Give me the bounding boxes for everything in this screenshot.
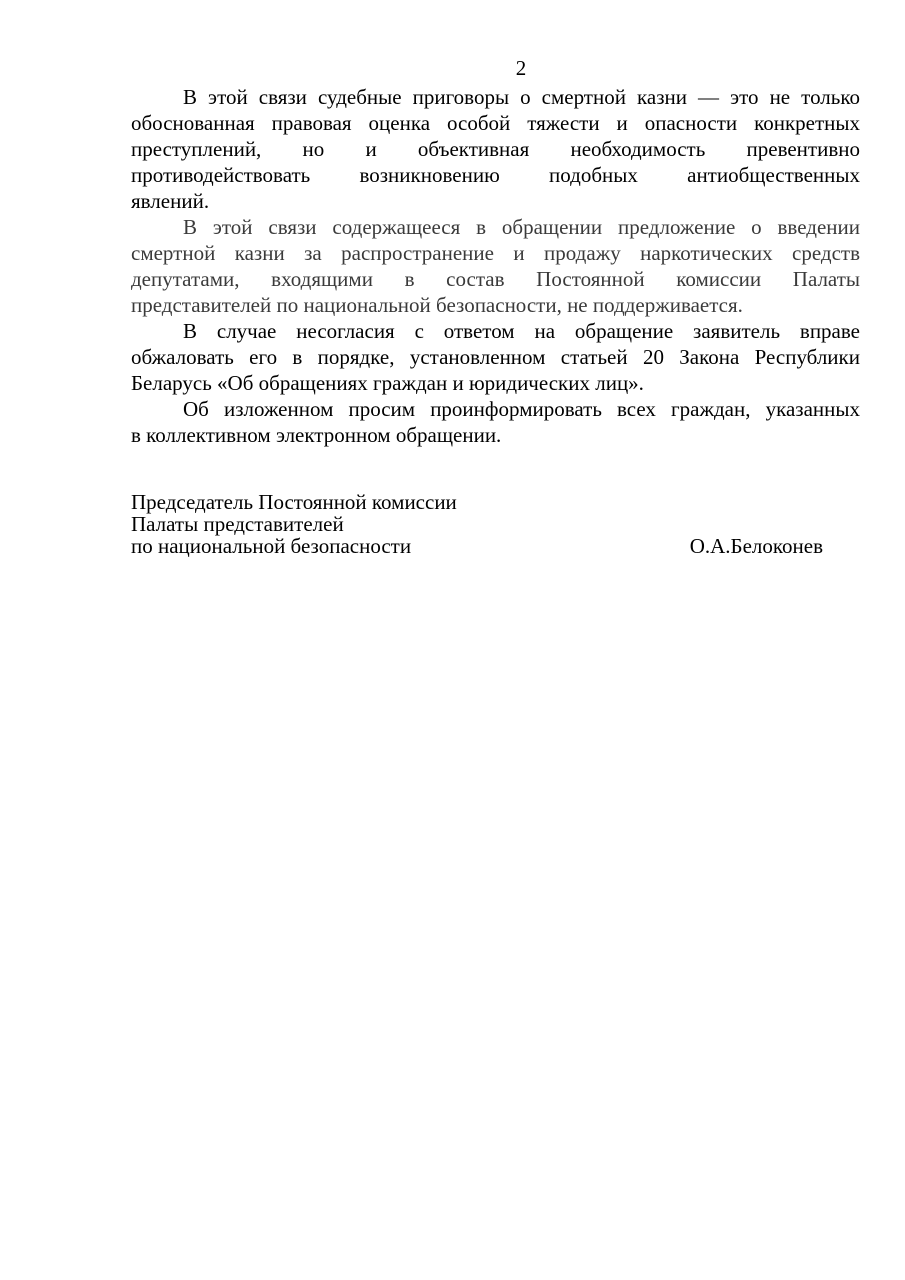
paragraph-2 bbox=[131, 214, 860, 318]
page-number: 2 bbox=[515, 56, 527, 80]
text-line: обоснованная правовая оценка особой тяжести и опасности конкретных bbox=[131, 111, 860, 135]
text-line: противодействовать возникновению подобных антиобщественных bbox=[131, 163, 860, 187]
text-line: Беларусь «Об обращениях граждан и юридических лиц». bbox=[131, 371, 644, 395]
signature-block bbox=[131, 491, 823, 557]
signatory-name: О.А.Белоконев bbox=[689, 534, 823, 558]
text-line: В случае несогласия с ответом на обращение заявитель вправе bbox=[183, 319, 860, 343]
text-line: депутатами, входящими в состав Постоянной комиссии Палаты bbox=[131, 267, 860, 291]
text-line: обжаловать его в порядке, установленном статьей 20 Закона Республики bbox=[131, 345, 860, 369]
paragraph-4 bbox=[131, 396, 860, 448]
signatory-title-line: Председатель Постоянной комиссии bbox=[131, 490, 457, 514]
text-line: явлений. bbox=[131, 189, 210, 213]
text-line: Об изложенном просим проинформировать всех граждан, указанных bbox=[183, 397, 860, 421]
paragraph-3 bbox=[131, 318, 860, 396]
text-line: представителей по национальной безопасности, не поддерживается. bbox=[131, 293, 743, 317]
signatory-title-line: по национальной безопасности bbox=[131, 534, 412, 558]
text-line: преступлений, но и объективная необходимость превентивно bbox=[131, 137, 860, 161]
text-line: В этой связи судебные приговоры о смертной казни — это не только bbox=[183, 85, 860, 109]
text-line: в коллективном электронном обращении. bbox=[131, 423, 502, 447]
paragraph-1 bbox=[131, 84, 860, 214]
text-line: смертной казни за распространение и продажу наркотических средств bbox=[131, 241, 860, 265]
signatory-title-line: Палаты представителей bbox=[131, 512, 344, 536]
text-line: В этой связи содержащееся в обращении предложение о введении bbox=[183, 215, 860, 239]
